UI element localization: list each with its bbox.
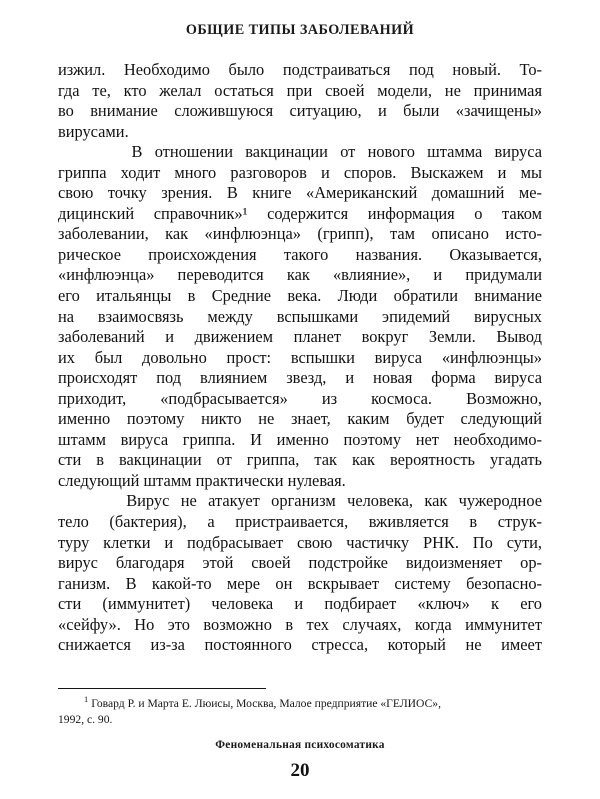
text-line-content: следующий штамм практически нулевая. — [58, 470, 346, 490]
text-line-content: приходит, «подбрасывается» из космоса. Возможно, — [58, 388, 542, 408]
text-line-content: во внимание сложившуюся ситуацию, и были «зачищены» — [58, 101, 542, 121]
body-text-block — [58, 60, 542, 656]
running-head: ОБЩИЕ ТИПЫ ЗАБОЛЕВАНИЙ — [185, 22, 415, 38]
text-line — [58, 307, 542, 328]
text-line — [58, 491, 542, 512]
text-line-content: сти (иммунитет) человека и подбирает «ключ» к его — [58, 594, 542, 614]
text-line-content: заболевании, как «инфлюэнца» (грипп), там описано исто- — [58, 224, 542, 244]
text-line-content: «инфлюэнца» переводится как «влияние», и придумали — [58, 265, 542, 285]
text-line — [58, 635, 542, 656]
text-line-content: на взаимосвязь между вспышками эпидемий вирусных — [58, 306, 542, 326]
footer-book-title: Феноменальная психосоматика — [215, 739, 385, 751]
text-line — [58, 471, 542, 492]
text-line-content: вирусами. — [58, 121, 129, 141]
text-line-content: гриппа ходит много разговоров и споров. Выскажем и мы — [58, 162, 542, 182]
text-line — [58, 101, 542, 122]
text-line — [58, 574, 542, 595]
text-line — [58, 430, 542, 451]
page-number: 20 — [290, 760, 310, 781]
text-line — [58, 286, 542, 307]
text-line-content: изжил. Необходимо было подстраиваться под новый. То- — [58, 60, 542, 79]
text-line-content: штамм вируса гриппа. И именно поэтому нет необходимо- — [58, 429, 542, 449]
text-line — [58, 409, 542, 430]
text-line-content: именно поэтому никто не знает, каким будет следующий — [58, 409, 542, 429]
text-line-with-footnote-ref — [58, 204, 542, 225]
text-line — [58, 450, 542, 471]
text-line — [58, 81, 542, 102]
text-line-content: туру клетки и подбрасывает свою частичку РНК. По сути, — [58, 532, 542, 552]
footnote-number: 1 — [84, 695, 89, 705]
text-line-content: дицинский справочник»¹ содержится информация о таком — [58, 203, 542, 223]
paragraph — [58, 142, 542, 491]
text-line — [58, 553, 542, 574]
text-line-content: Вирус не атакует организм человека, как чужеродное — [58, 491, 542, 511]
footnote-separator-rule — [58, 688, 266, 689]
text-line-content: заболеваний и движением планет вокруг Земли. Вывод — [58, 327, 542, 347]
text-line — [58, 594, 542, 615]
text-line-content: сти в вакцинации от гриппа, так как вероятность угадать — [58, 450, 542, 470]
text-line — [58, 142, 542, 163]
footnote-line-content: Говард Р. и Марта Е. Люисы, Москва, Малое предприятие «ГЕЛИОС», — [91, 697, 441, 710]
paragraph — [58, 491, 542, 655]
text-line-content: В отношении вакцинации от нового штамма вируса — [58, 142, 542, 162]
text-line — [58, 389, 542, 410]
text-line — [58, 245, 542, 266]
footnote-line — [58, 696, 542, 712]
text-line — [58, 615, 542, 636]
text-line-content: тело (бактерия), а пристраивается, вживляется в струк- — [58, 512, 542, 532]
text-line-content: происходят под влиянием звезд, и новая форма вируса — [58, 368, 542, 388]
text-line — [58, 533, 542, 554]
text-line — [58, 122, 542, 143]
text-line-content: его итальянцы в Средние века. Люди обратили внимание — [58, 286, 542, 306]
footnote-line-content: 1992, с. 90. — [58, 713, 113, 727]
text-line-content: снижается из-за постоянного стресса, который не имеет — [58, 635, 542, 655]
text-line — [58, 368, 542, 389]
text-line-content: гда те, кто желал остаться при своей модели, не принимая — [58, 80, 542, 100]
text-line-content: свою точку зрения. В книге «Американский домашний ме- — [58, 183, 542, 203]
text-line — [58, 183, 542, 204]
text-line — [58, 163, 542, 184]
text-line-content: их был довольно прост: вспышки вируса «инфлюэнцы» — [58, 347, 542, 367]
text-line — [58, 512, 542, 533]
paragraph — [58, 60, 542, 142]
text-line — [58, 327, 542, 348]
footnote-line — [58, 712, 542, 728]
text-line-content: вирус благодаря этой своей подстройке видоизменяет ор- — [58, 553, 542, 573]
text-line-content: «сейфу». Но это возможно в тех случаях, когда иммунитет — [58, 614, 542, 634]
text-line — [58, 348, 542, 369]
footnote — [58, 696, 542, 729]
text-line-content: ганизм. В какой-то мере он вскрывает систему безопасно- — [58, 573, 542, 593]
text-line — [58, 265, 542, 286]
text-line — [58, 224, 542, 245]
text-line — [58, 60, 542, 81]
text-line-content: рическое происхождения такого названия. Оказывается, — [58, 244, 542, 264]
